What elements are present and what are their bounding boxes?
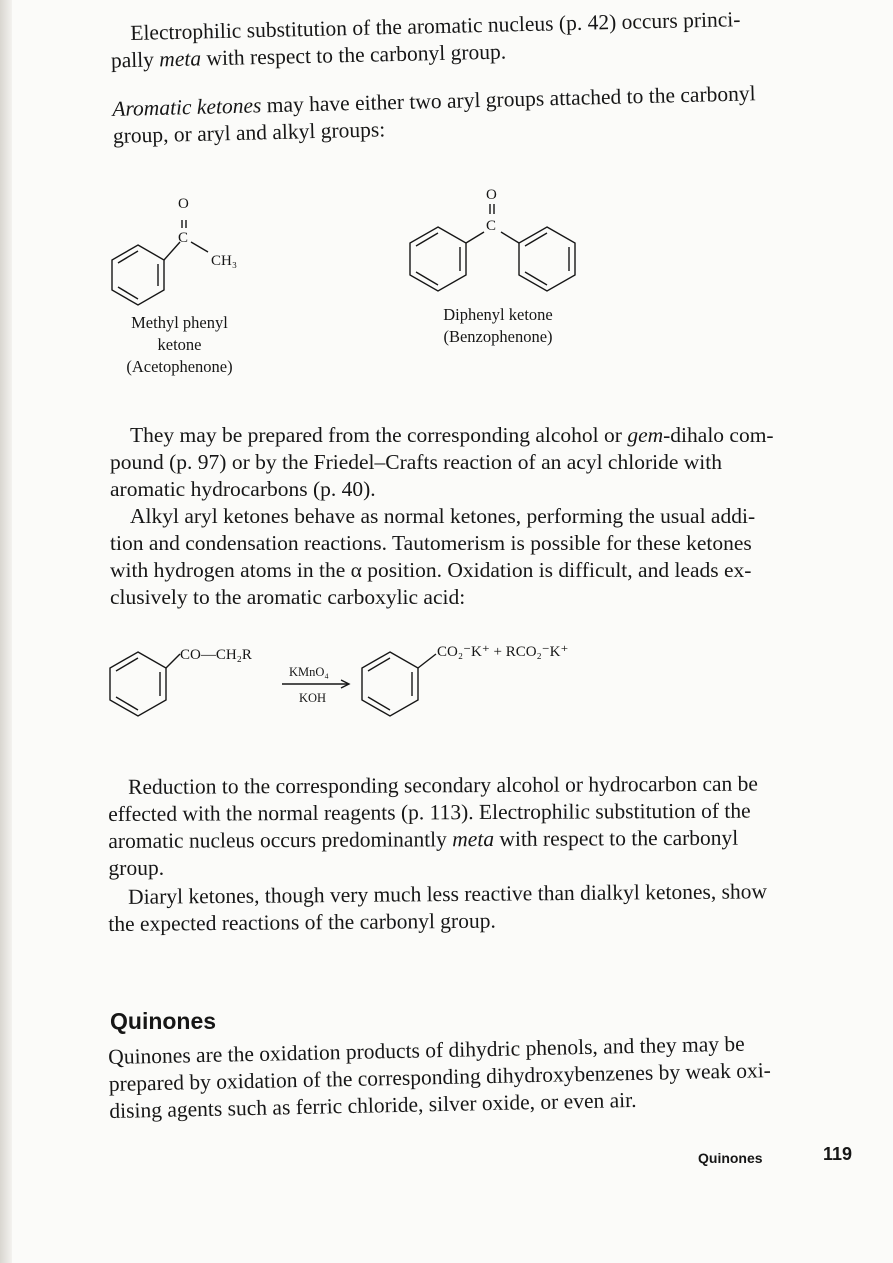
reagent-koh: KOH [299, 691, 327, 705]
page-number: 119 [823, 1144, 853, 1164]
intro-line-1: Electrophilic substitution of the aromatic nucleus (p. 42) occurs princi- [130, 7, 741, 45]
diaryl-paragraph [108, 877, 853, 937]
running-footer-title: Quinones [698, 1150, 763, 1166]
preparation-line-3: aromatic hydrocarbons (p. 40). [110, 477, 376, 501]
preparation-line-1: They may be prepared from the corresponding alcohol or gem-dihalo com- [130, 423, 774, 447]
benzophenone-carbon-label: C [486, 218, 497, 234]
section-heading-quinones: Quinones [110, 1008, 217, 1034]
preparation-paragraph [110, 422, 850, 503]
aromatic-ketones-line-1: Aromatic ketones may have either two aryl groups attached to the carbonyl [112, 81, 756, 121]
alkyl-aryl-line-4: clusively to the aromatic carboxylic acid: [110, 585, 466, 609]
oxidation-reaction-scheme [100, 632, 660, 722]
diaryl-line-2: the expected reactions of the carbonyl group. [108, 908, 496, 936]
acetophenone-caption: Methyl phenyl ketone (Acetophenone) [126, 313, 233, 376]
reagent-kmno4: KMnO₄ [289, 665, 329, 679]
quinones-line-1: Quinones are the oxidation products of dihydric phenols, and they may be [108, 1031, 745, 1069]
reduction-line-1: Reduction to the corresponding secondary alcohol or hydrocarbon can be [128, 771, 758, 799]
benzophenone-oxygen-label: O [486, 187, 497, 203]
alkyl-aryl-line-2: tion and condensation reactions. Tautomerism is possible for these ketones [110, 531, 752, 555]
quinones-line-2: prepared by oxidation of the corresponding dihydroxybenzenes by weak oxi- [108, 1058, 772, 1096]
reduction-line-3: aromatic nucleus occurs predominantly meta with respect to the carbonyl [108, 825, 739, 853]
acetophenone-methyl-label: CH₃ [211, 253, 238, 269]
alkyl-aryl-line-1: Alkyl aryl ketones behave as normal ketones, performing the usual addi- [130, 504, 756, 528]
acetophenone-carbon-label: C [178, 230, 189, 246]
page-binding-edge [0, 0, 12, 1263]
benzophenone-structure [400, 182, 600, 292]
reactant-substituent: CO—CH₂R [180, 647, 252, 663]
reaction-products: CO₂⁻K⁺ + RCO₂⁻K⁺ [437, 644, 569, 660]
quinones-paragraph [108, 1028, 855, 1125]
reduction-line-2: effected with the normal reagents (p. 113). Electrophilic substitution of the [108, 798, 751, 826]
aromatic-ketones-line-2: group, or aryl and alkyl groups: [112, 117, 386, 148]
diaryl-line-1: Diaryl ketones, though very much less reactive than dialkyl ketones, show [128, 879, 768, 909]
acetophenone-structure [100, 190, 270, 310]
alkyl-aryl-line-3: with hydrogen atoms in the α position. Oxidation is difficult, and leads ex- [110, 558, 752, 582]
acetophenone-oxygen-label: O [178, 196, 189, 212]
benzophenone-caption: Diphenyl ketone (Benzophenone) [443, 305, 553, 346]
quinones-line-3: dising agents such as ferric chloride, silver oxide, or even air. [109, 1087, 637, 1123]
reduction-line-4: group. [108, 855, 165, 880]
reduction-paragraph [108, 770, 854, 882]
aromatic-ketones-paragraph [112, 80, 757, 150]
intro-line-2: pally meta with respect to the carbonyl group. [110, 39, 507, 73]
intro-paragraph [110, 6, 741, 74]
preparation-line-2: pound (p. 97) or by the Friedel–Crafts reaction of an acyl chloride with [110, 450, 722, 474]
alkyl-aryl-paragraph [110, 503, 850, 611]
